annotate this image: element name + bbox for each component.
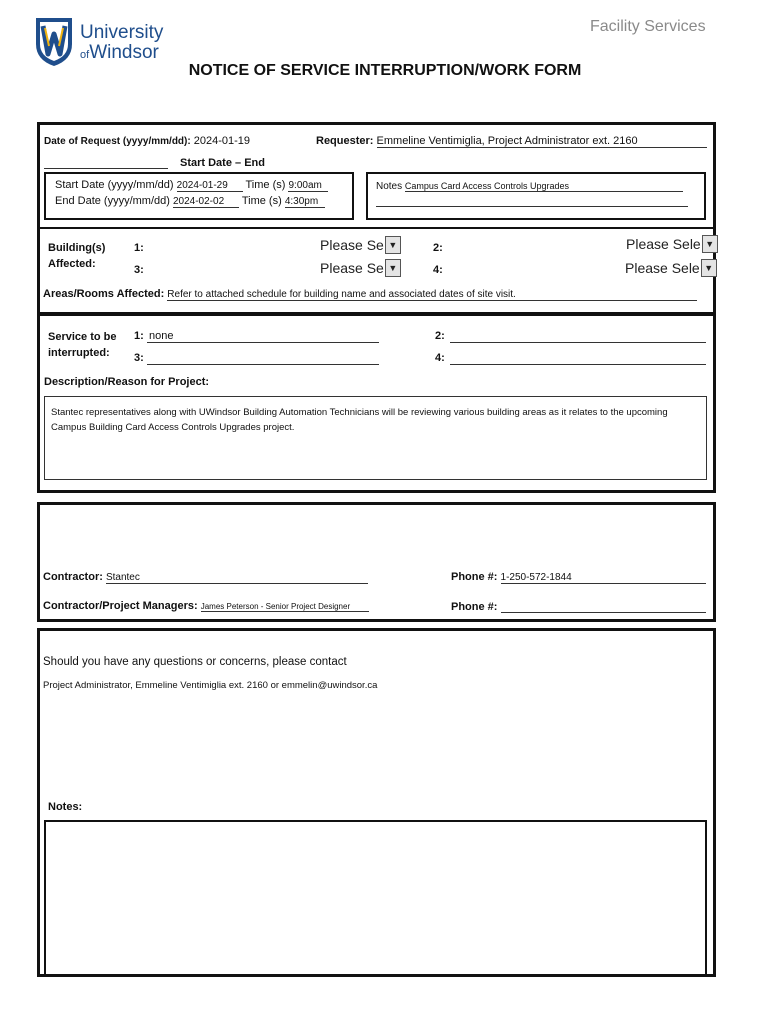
contact-line2: Project Administrator, Emmeline Ventimiglia ext. 2160 or emmelin@uwindsor.ca xyxy=(43,680,378,691)
building-num-2: 2: xyxy=(433,242,443,254)
logo-line2 xyxy=(80,42,159,64)
date-underline xyxy=(44,168,168,169)
service-label-1: Service to be xyxy=(48,331,117,343)
contractor-label: Contractor: xyxy=(43,571,103,583)
start-date-value[interactable]: 2024-01-29 xyxy=(177,180,243,192)
requester-label: Requester: xyxy=(316,135,374,147)
form-title: NOTICE OF SERVICE INTERRUPTION/WORK FORM xyxy=(188,62,582,79)
date-of-request-row xyxy=(44,135,250,147)
date-of-request-value[interactable]: 2024-01-19 xyxy=(193,135,251,147)
building-select-3-value: Please Se xyxy=(320,260,384,276)
pm-row xyxy=(43,600,369,612)
end-date-value[interactable]: 2024-02-02 xyxy=(173,196,239,208)
areas-value[interactable]: Refer to attached schedule for building name and associated dates of site visit. xyxy=(167,289,697,301)
areas-label: Areas/Rooms Affected: xyxy=(43,288,165,300)
service-num-1: 1: xyxy=(134,330,144,342)
building-select-2-value: Please Sele xyxy=(626,236,701,252)
start-date-row xyxy=(55,179,328,192)
service-line-2 xyxy=(450,342,706,343)
building-select-1[interactable] xyxy=(320,236,401,254)
service-value-1[interactable]: none xyxy=(149,330,174,342)
section-divider xyxy=(37,227,716,229)
dropdown-arrow-icon[interactable]: ▼ xyxy=(702,235,718,253)
end-time-value[interactable]: 4:30pm xyxy=(285,196,325,208)
service-line-3 xyxy=(147,364,379,365)
end-date-label: End Date (yyyy/mm/dd) xyxy=(55,195,170,207)
pm-value[interactable]: James Peterson - Senior Project Designer xyxy=(201,602,369,612)
start-time-label: Time (s) xyxy=(245,179,286,191)
building-num-3: 3: xyxy=(134,264,144,276)
notes-textarea[interactable] xyxy=(44,820,707,977)
start-time-value[interactable]: 9:00am xyxy=(288,180,328,192)
notes-box xyxy=(366,172,706,220)
logo-line1: University xyxy=(80,22,164,43)
contractor-row xyxy=(43,571,368,584)
notes-section-label: Notes: xyxy=(48,801,83,813)
areas-row xyxy=(43,288,697,301)
requester-row xyxy=(316,135,707,148)
buildings-label-1: Building(s) xyxy=(48,242,106,254)
building-select-3[interactable] xyxy=(320,259,401,277)
phone-value[interactable]: 1-250-572-1844 xyxy=(501,572,706,584)
service-num-2: 2: xyxy=(435,330,445,342)
phone2-label: Phone #: xyxy=(451,601,498,613)
dropdown-arrow-icon[interactable]: ▼ xyxy=(701,259,717,277)
logo-of: of xyxy=(80,49,90,61)
service-num-4: 4: xyxy=(435,352,445,364)
building-select-4[interactable] xyxy=(625,259,717,277)
end-time-label: Time (s) xyxy=(241,195,282,207)
service-label-2: interrupted: xyxy=(48,347,110,359)
service-line-4 xyxy=(450,364,706,365)
department-name: Facility Services xyxy=(590,18,706,35)
start-date-label: Start Date (yyyy/mm/dd) xyxy=(55,179,174,191)
dropdown-arrow-icon[interactable]: ▼ xyxy=(385,236,401,254)
logo-windsor: Windsor xyxy=(89,42,159,63)
building-num-4: 4: xyxy=(433,264,443,276)
buildings-label-2: Affected: xyxy=(48,258,96,270)
service-num-3: 3: xyxy=(134,352,144,364)
notes-value[interactable]: Campus Card Access Controls Upgrades xyxy=(405,181,683,192)
notes-line2 xyxy=(376,206,688,207)
description-text: Stantec representatives along with UWindsor Building Automation Technicians will be reviewing various building areas as it relates to the upcoming Campus Building Card Access Controls Upgrades project. xyxy=(51,407,668,433)
pm-phone-row xyxy=(451,600,706,613)
building-num-1: 1: xyxy=(134,242,144,254)
phone-label: Phone #: xyxy=(451,571,498,583)
start-end-heading: Start Date – End xyxy=(180,157,265,169)
shield-icon xyxy=(34,14,74,68)
description-box[interactable] xyxy=(44,396,707,480)
dropdown-arrow-icon[interactable]: ▼ xyxy=(385,259,401,277)
requester-value[interactable]: Emmeline Ventimiglia, Project Administrator ext. 2160 xyxy=(377,135,707,148)
building-select-2[interactable] xyxy=(626,235,718,253)
contractor-phone-row xyxy=(451,571,706,584)
description-label: Description/Reason for Project: xyxy=(44,376,210,388)
end-date-row xyxy=(55,195,325,208)
building-select-4-value: Please Sele xyxy=(625,260,700,276)
phone2-value[interactable] xyxy=(501,600,706,613)
contact-line1: Should you have any questions or concerns, please contact xyxy=(43,656,347,668)
pm-label: Contractor/Project Managers: xyxy=(43,600,198,612)
service-line-1 xyxy=(147,342,379,343)
notes-row xyxy=(376,181,683,192)
notes-label: Notes xyxy=(376,181,403,192)
contractor-value[interactable]: Stantec xyxy=(106,572,368,584)
building-select-1-value: Please Se xyxy=(320,237,384,253)
date-of-request-label: Date of Request (yyyy/mm/dd): xyxy=(44,136,191,147)
